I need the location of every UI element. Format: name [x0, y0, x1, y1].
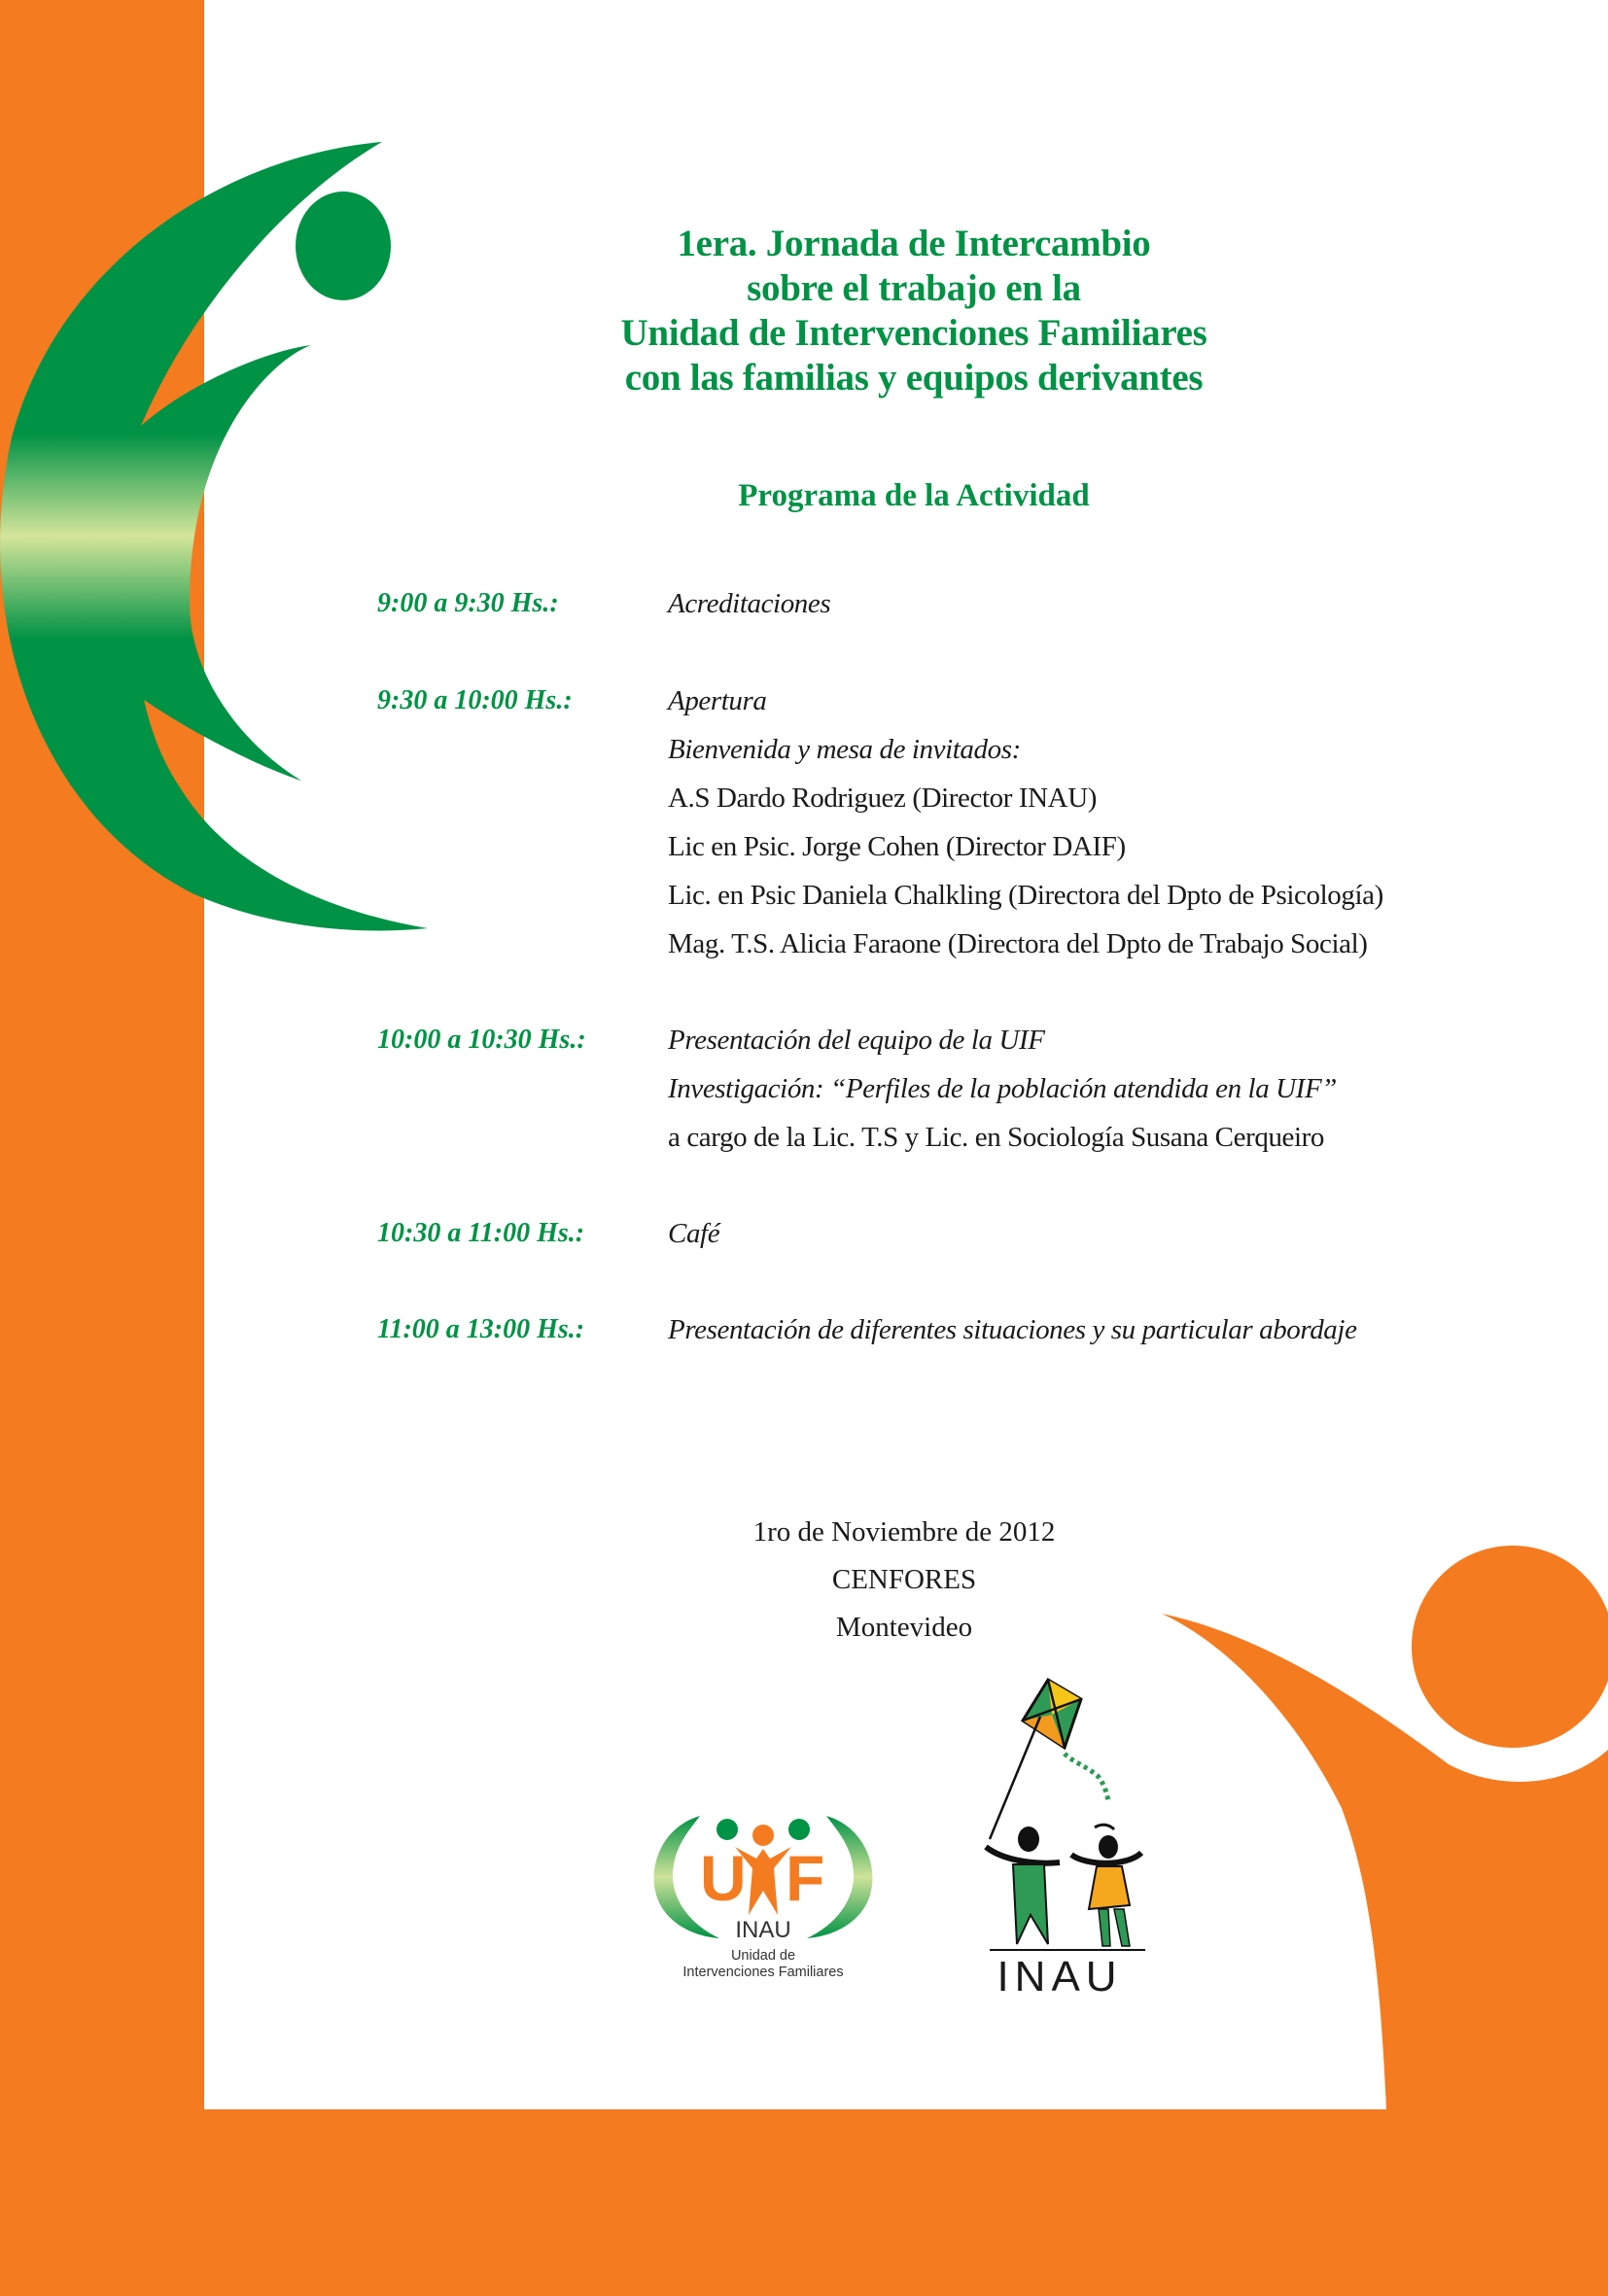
uif-logo: [642, 1808, 885, 2002]
event-city: Montevideo: [835, 1612, 973, 1643]
title-line: con las familias y equipos derivantes: [624, 357, 1204, 399]
kite-children-logo-icon: [962, 1672, 1157, 1954]
schedule-time: 9:00 a 9:30 Hs.:: [377, 588, 559, 618]
schedule-line: Lic en Psic. Jorge Cohen (Director DAIF): [668, 831, 1126, 862]
green-figure-head-icon: [296, 191, 391, 300]
event-title: [486, 222, 1342, 400]
schedule-line: Café: [668, 1218, 720, 1249]
title-line: Unidad de Intervenciones Familiares: [620, 312, 1207, 354]
schedule-line: a cargo de la Lic. T.S y Lic. en Sociología Susana Cerqueiro: [668, 1122, 1325, 1153]
inau-logo-text: INAU: [996, 1953, 1123, 2000]
schedule-time: 9:30 a 10:00 Hs.:: [377, 685, 573, 715]
bottom-orange-band: [0, 2109, 1608, 2296]
schedule-line: Presentación de diferentes situaciones y su particular abordaje: [668, 1314, 1357, 1345]
uif-subtitle-line: Unidad de: [730, 1948, 796, 1964]
uif-subtitle-line: Intervenciones Familiares: [682, 1965, 844, 1980]
schedule-line: Investigación: “Perfiles de la población atendida en la UIF”: [668, 1073, 1337, 1104]
schedule-line: Mag. T.S. Alicia Faraone (Directora del Dpto de Trabajo Social): [668, 928, 1368, 959]
orange-figure-head-icon: [1412, 1546, 1608, 1748]
title-line: 1era. Jornada de Intercambio: [677, 223, 1151, 264]
schedule-time: 10:00 a 10:30 Hs.:: [377, 1025, 586, 1055]
schedule-line: Presentación del equipo de la UIF: [668, 1025, 1045, 1056]
schedule-line: A.S Dardo Rodriguez (Director INAU): [668, 783, 1098, 814]
event-venue: CENFORES: [831, 1564, 977, 1595]
inau-logo: [962, 1672, 1157, 2002]
event-info: [583, 1509, 1225, 1652]
uif-letter-u: U: [700, 1842, 747, 1914]
uif-logo-org: INAU: [735, 1917, 791, 1943]
uif-letter-f: F: [786, 1842, 825, 1914]
schedule-time: 10:30 a 11:00 Hs.:: [377, 1218, 585, 1248]
title-line: sobre el trabajo en la: [747, 267, 1081, 309]
program-title: Programa de la Actividad: [738, 478, 1090, 513]
event-date: 1ro de Noviembre de 2012: [752, 1516, 1056, 1548]
schedule-line: Apertura: [668, 685, 767, 716]
schedule-time: 11:00 a 13:00 Hs.:: [377, 1314, 585, 1344]
schedule-line: Lic. en Psic Daniela Chalkling (Directora del Dpto de Psicología): [668, 880, 1383, 911]
schedule-line: Bienvenida y mesa de invitados:: [668, 734, 1021, 765]
uif-logo-subtitle: [642, 1948, 885, 1981]
schedule-line: Acreditaciones: [668, 588, 831, 619]
